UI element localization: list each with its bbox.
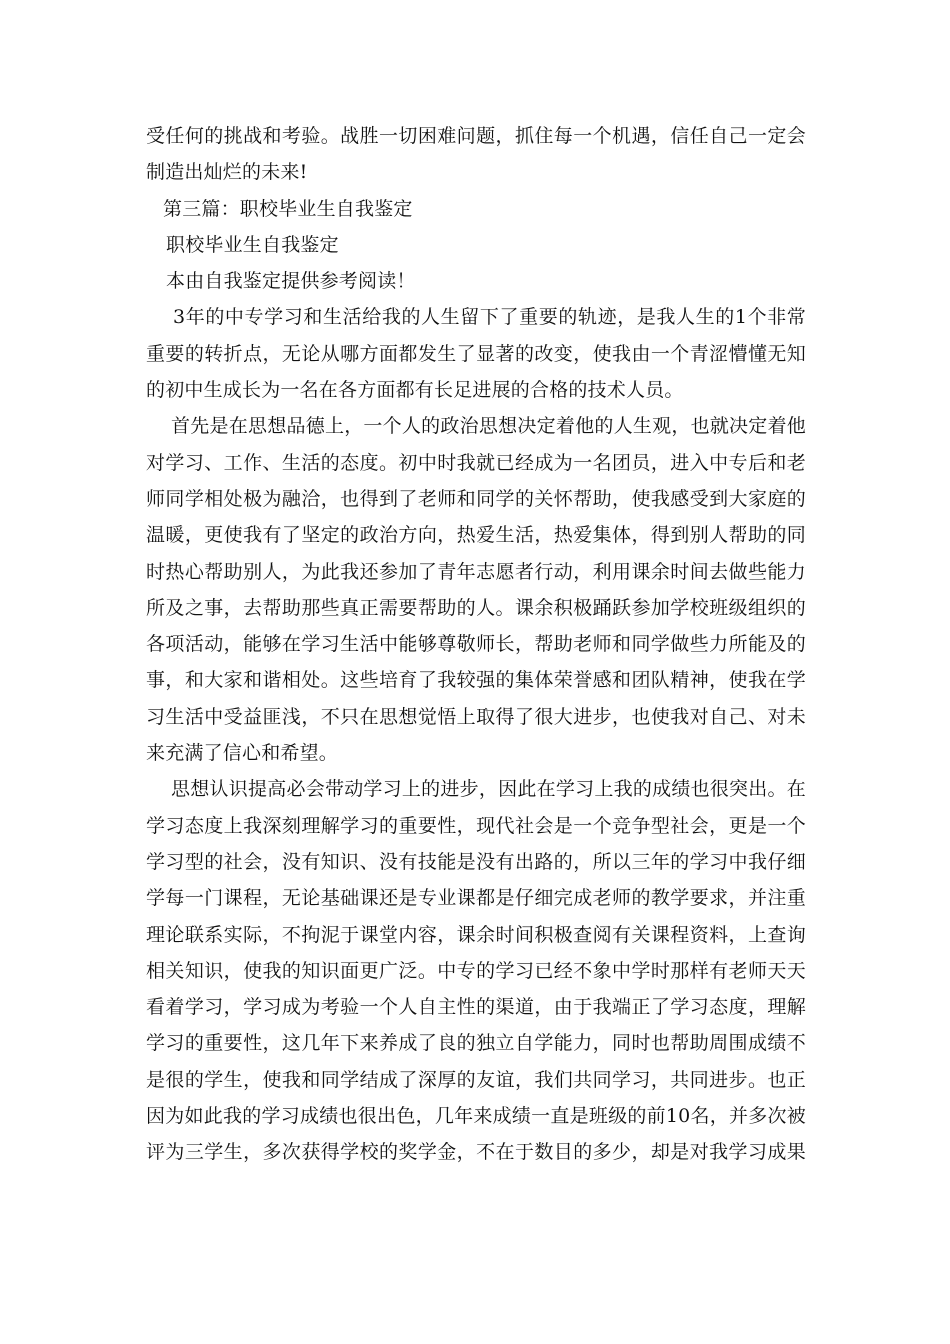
text-line: 重要的转折点，无论从哪方面都发生了显著的改变，使我由一个青涩懵懂无知	[146, 342, 806, 365]
text-line: 各项活动，能够在学习生活中能够尊敬师长，帮助老师和同学做些力所能及的	[146, 633, 806, 656]
text-line: 看着学习，学习成为考验一个人自主性的渠道，由于我端正了学习态度，理解	[146, 996, 806, 1019]
text-line: 习生活中受益匪浅，不只在思想觉悟上取得了很大进步，也使我对自己、对未	[146, 705, 806, 728]
text-line: 时热心帮助别人，为此我还参加了青年志愿者行动，利用课余时间去做些能力	[146, 560, 806, 583]
text-line: 的初中生成长为一名在各方面都有长足进展的合格的技术人员。	[146, 379, 684, 402]
paragraph-first-line: 思想认识提高必会带动学习上的进步，因此在学习上我的成绩也很突出。在	[171, 778, 806, 801]
text-line: 本由自我鉴定提供参考阅读！	[166, 270, 416, 293]
text-line: 因为如此我的学习成绩也很出色，几年来成绩一直是班级的前10名，并多次被	[146, 1105, 806, 1128]
text-line: 学每一门课程，无论基础课还是专业课都是仔细完成老师的教学要求，并注重	[146, 887, 806, 910]
text-line: 师同学相处极为融洽，也得到了老师和同学的关怀帮助，使我感受到大家庭的	[146, 487, 806, 510]
text-line: 制造出灿烂的未来!	[146, 161, 308, 184]
text-line: 温暖，更使我有了坚定的政治方向，热爱生活，热爱集体，得到别人帮助的同	[146, 524, 806, 547]
section-heading: 第三篇：职校毕业生自我鉴定	[163, 197, 413, 220]
text-line: 所及之事，去帮助那些真正需要帮助的人。课余积极踊跃参加学校班级组织的	[146, 596, 806, 619]
text-line: 相关知识，使我的知识面更广泛。中专的学习已经不象中学时那样有老师天天	[146, 959, 806, 982]
document-title: 职校毕业生自我鉴定	[166, 233, 339, 256]
document-body	[146, 118, 806, 1171]
text-line: 学习的重要性，这几年下来养成了良的独立自学能力，同时也帮助周围成绩不	[146, 1032, 806, 1055]
text-line: 学习态度上我深刻理解学习的重要性，现代社会是一个竞争型社会，更是一个	[146, 814, 806, 837]
text-line: 是很的学生，使我和同学结成了深厚的友谊，我们共同学习，共同进步。也正	[146, 1068, 806, 1091]
paragraph-first-line: 首先是在思想品德上，一个人的政治思想决定着他的人生观，也就决定着他	[171, 415, 806, 438]
text-line: 学习型的社会，没有知识、没有技能是没有出路的，所以三年的学习中我仔细	[146, 850, 806, 873]
text-line: 对学习、工作、生活的态度。初中时我就已经成为一名团员，进入中专后和老	[146, 451, 806, 474]
text-line: 理论联系实际，不拘泥于课堂内容，课余时间积极查阅有关课程资料，上查询	[146, 923, 806, 946]
text-line: 来充满了信心和希望。	[146, 742, 339, 765]
text-line: 事，和大家和谐相处。这些培育了我较强的集体荣誉感和团队精神，使我在学	[146, 669, 806, 692]
text-line: 受任何的挑战和考验。战胜一切困难问题，抓住每一个机遇，信任自己一定会	[146, 125, 806, 147]
text-line: 评为三学生，多次获得学校的奖学金，不在于数目的多少，却是对我学习成果	[146, 1141, 806, 1164]
paragraph-first-line: 3年的中专学习和生活给我的人生留下了重要的轨迹，是我人生的1个非常	[173, 306, 806, 329]
